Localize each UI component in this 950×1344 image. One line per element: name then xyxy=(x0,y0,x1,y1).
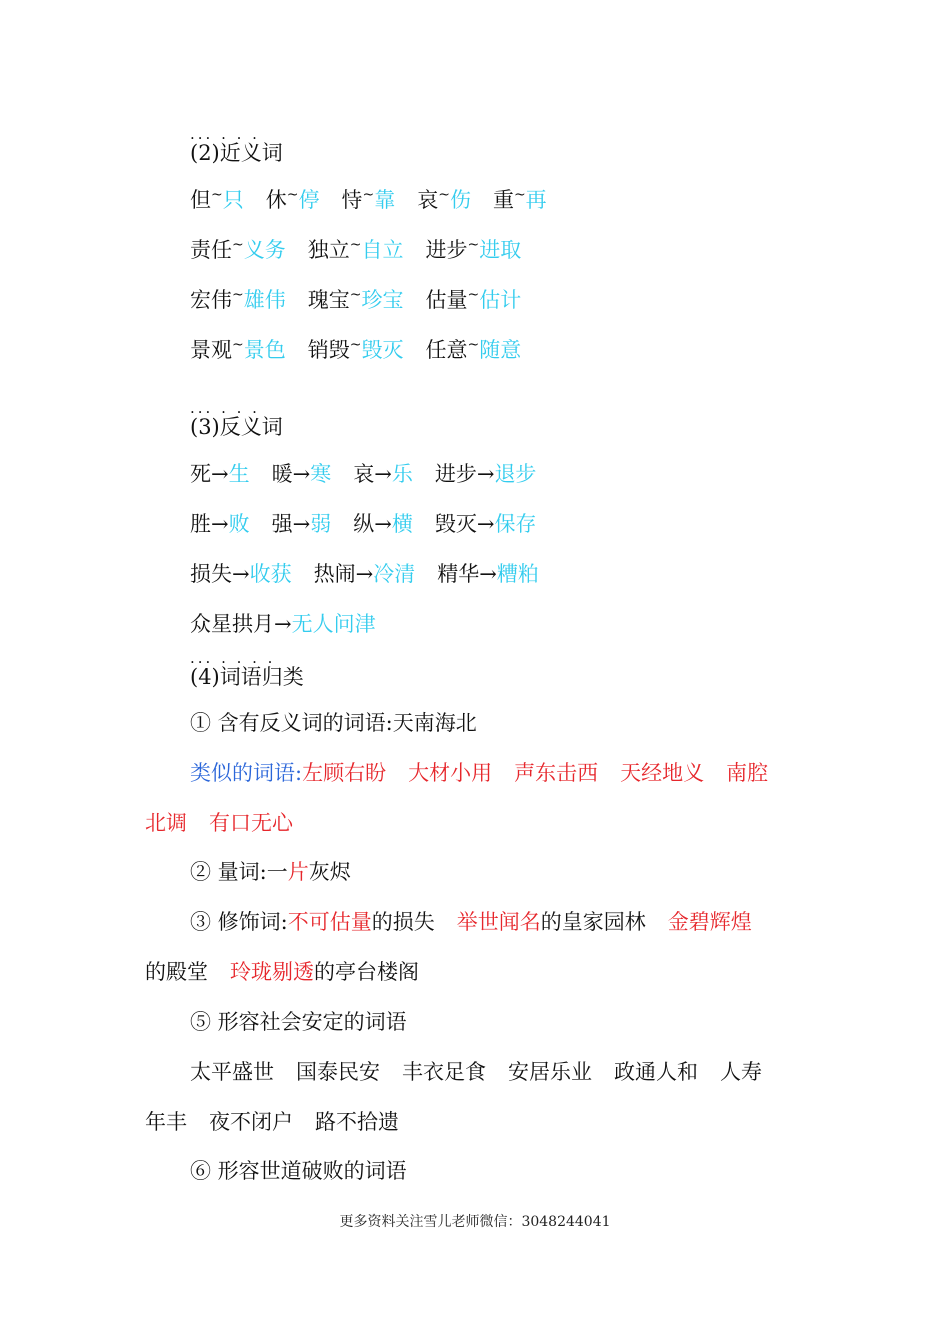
antonym-answer: 冷清 xyxy=(373,562,416,586)
idiom: 人寿 xyxy=(720,1060,762,1084)
antonym-row xyxy=(190,460,536,488)
synonym-answer: 义务 xyxy=(243,238,286,262)
text: 的损失 xyxy=(371,910,435,934)
similar-words-line xyxy=(145,809,293,837)
synonym-word: 任意 xyxy=(425,338,468,362)
synonym-word: 宏伟 xyxy=(190,288,232,312)
synonym-word: 休 xyxy=(265,188,287,212)
idiom: 太平盛世 xyxy=(190,1060,274,1084)
synonym-word: 销毁 xyxy=(307,338,350,362)
synonym-answer: 只 xyxy=(222,188,244,212)
item-label: ② 量词: xyxy=(190,860,267,884)
synonym-answer: 再 xyxy=(525,188,547,212)
tilde-icon: ~ xyxy=(438,187,450,203)
tilde-icon: ~ xyxy=(232,287,244,303)
item-modifiers xyxy=(190,908,752,936)
antonym-word: 热闹 xyxy=(313,562,356,586)
section-title-synonyms: (2)近义词 xyxy=(190,141,283,165)
antonym-row xyxy=(190,560,539,588)
text: 的亭台楼阁 xyxy=(314,960,419,984)
antonym-word: 进步 xyxy=(434,462,477,486)
idiom-line xyxy=(145,1108,399,1136)
item-antonym-idioms xyxy=(190,709,477,737)
synonym-word: 责任 xyxy=(190,238,232,262)
antonym-answer: 退步 xyxy=(494,462,537,486)
tilde-icon: ~ xyxy=(362,187,375,203)
similar-word: 左顾右盼 xyxy=(302,761,387,785)
text: 的皇家园林 xyxy=(540,910,646,934)
synonym-row xyxy=(190,186,547,217)
antonym-answer: 生 xyxy=(228,462,250,486)
tilde-icon: ~ xyxy=(232,337,244,353)
arrow-right-icon: → xyxy=(211,512,229,536)
section-title-antonyms: (3)反义词 xyxy=(190,415,283,439)
item-stable-society-title: ⑤ 形容社会安定的词语 xyxy=(190,1010,407,1034)
synonym-answer: 靠 xyxy=(374,188,396,212)
similar-label: 类似的词语: xyxy=(190,761,303,785)
emphasis-dots: ... . . . . xyxy=(190,649,276,667)
similar-word: 有口无心 xyxy=(209,811,293,835)
tilde-icon: ~ xyxy=(349,337,362,353)
synonym-word: 进步 xyxy=(425,238,468,262)
similar-word: 声东击西 xyxy=(514,761,599,785)
antonym-answer: 糟粕 xyxy=(496,562,539,586)
tilde-icon: ~ xyxy=(467,337,480,353)
synonym-answer: 估计 xyxy=(479,288,522,312)
similar-word: 天经地义 xyxy=(620,761,705,785)
idiom: 政通人和 xyxy=(614,1060,698,1084)
similar-word: 南腔 xyxy=(726,761,769,785)
item-measure-word xyxy=(190,858,351,886)
arrow-right-icon: → xyxy=(479,562,497,586)
antonym-word: 强 xyxy=(271,512,293,536)
antonym-word: 纵 xyxy=(353,512,375,536)
antonym-word: 哀 xyxy=(353,462,375,486)
arrow-right-icon: → xyxy=(476,462,495,486)
synonym-answer: 伤 xyxy=(449,188,471,212)
idiom: 国泰民安 xyxy=(296,1060,380,1084)
section-title-categories: (4)词语归类 xyxy=(190,665,304,689)
synonym-answer: 景色 xyxy=(243,338,286,362)
modifier-word: 举世闻名 xyxy=(456,910,541,934)
antonym-answer: 乐 xyxy=(391,462,413,486)
tilde-icon: ~ xyxy=(286,187,299,203)
synonym-row xyxy=(190,236,521,267)
tilde-icon: ~ xyxy=(349,237,362,253)
synonym-answer: 进取 xyxy=(479,238,522,262)
idiom: 丰衣足食 xyxy=(402,1060,486,1084)
antonym-answer: 收获 xyxy=(249,562,292,586)
item-label: ③ 修饰词: xyxy=(190,910,288,934)
modifier-word: 不可估量 xyxy=(287,910,372,934)
arrow-right-icon: → xyxy=(374,462,392,486)
antonym-answer: 寒 xyxy=(310,462,332,486)
tilde-icon: ~ xyxy=(211,187,223,203)
tilde-icon: ~ xyxy=(467,287,480,303)
antonym-answer: 败 xyxy=(228,512,250,536)
text: 一 xyxy=(266,860,288,884)
idiom: 路不拾遗 xyxy=(315,1110,399,1134)
text: 灰烬 xyxy=(308,860,351,884)
synonym-answer: 随意 xyxy=(479,338,522,362)
arrow-right-icon: → xyxy=(374,512,392,536)
antonym-word: 损失 xyxy=(190,562,232,586)
idiom: 年丰 xyxy=(145,1110,187,1134)
synonym-word: 景观 xyxy=(190,338,232,362)
arrow-right-icon: → xyxy=(211,462,229,486)
text: 的殿堂 xyxy=(145,960,208,984)
synonym-answer: 雄伟 xyxy=(243,288,286,312)
example-word: 天南海北 xyxy=(392,711,477,735)
synonym-answer: 停 xyxy=(298,188,320,212)
antonym-word: 众星拱月 xyxy=(190,612,274,636)
arrow-right-icon: → xyxy=(292,462,311,486)
synonym-row xyxy=(190,336,521,367)
synonym-row xyxy=(190,286,521,317)
modifier-word: 金碧辉煌 xyxy=(667,910,752,934)
tilde-icon: ~ xyxy=(232,237,244,253)
antonym-answer: 横 xyxy=(391,512,413,536)
antonym-word: 毁灭 xyxy=(434,512,477,536)
antonym-row xyxy=(190,610,376,638)
arrow-right-icon: → xyxy=(476,512,495,536)
arrow-right-icon: → xyxy=(232,562,250,586)
similar-word: 北调 xyxy=(145,811,187,835)
emphasis-dots: ... . . . xyxy=(190,125,260,143)
synonym-word: 瑰宝 xyxy=(307,288,350,312)
antonym-word: 暖 xyxy=(271,462,293,486)
synonym-answer: 珍宝 xyxy=(361,288,404,312)
item-decay-title: ⑥ 形容世道破败的词语 xyxy=(190,1159,407,1183)
synonym-word: 估量 xyxy=(425,288,468,312)
idiom-line xyxy=(190,1058,762,1086)
similar-words-line xyxy=(190,759,768,787)
emphasis-dots: ... . . . xyxy=(190,399,260,417)
synonym-word: 哀 xyxy=(417,188,439,212)
modifier-word: 玲珑剔透 xyxy=(230,960,314,984)
measure-word: 片 xyxy=(287,860,309,884)
synonym-word: 但 xyxy=(190,188,211,212)
antonym-row xyxy=(190,510,536,538)
arrow-right-icon: → xyxy=(292,512,311,536)
page-footer: 更多资料关注雪儿老师微信：3048244041 xyxy=(339,1214,611,1230)
similar-word: 大材小用 xyxy=(408,761,493,785)
tilde-icon: ~ xyxy=(349,287,362,303)
antonym-word: 精华 xyxy=(437,562,480,586)
item-label: ① 含有反义词的词语: xyxy=(190,711,393,735)
arrow-right-icon: → xyxy=(355,562,374,586)
synonym-answer: 自立 xyxy=(361,238,404,262)
antonym-word: 死 xyxy=(190,462,211,486)
tilde-icon: ~ xyxy=(467,237,480,253)
synonym-answer: 毁灭 xyxy=(361,338,404,362)
antonym-answer: 无人问津 xyxy=(291,612,376,636)
tilde-icon: ~ xyxy=(513,187,526,203)
arrow-right-icon: → xyxy=(274,612,292,636)
synonym-word: 恃 xyxy=(341,188,363,212)
idiom: 夜不闭户 xyxy=(209,1110,293,1134)
idiom: 安居乐业 xyxy=(508,1060,592,1084)
antonym-answer: 保存 xyxy=(494,512,537,536)
synonym-word: 独立 xyxy=(307,238,350,262)
antonym-word: 胜 xyxy=(190,512,211,536)
antonym-answer: 弱 xyxy=(310,512,332,536)
item-modifiers-cont xyxy=(145,958,419,986)
synonym-word: 重 xyxy=(492,188,514,212)
